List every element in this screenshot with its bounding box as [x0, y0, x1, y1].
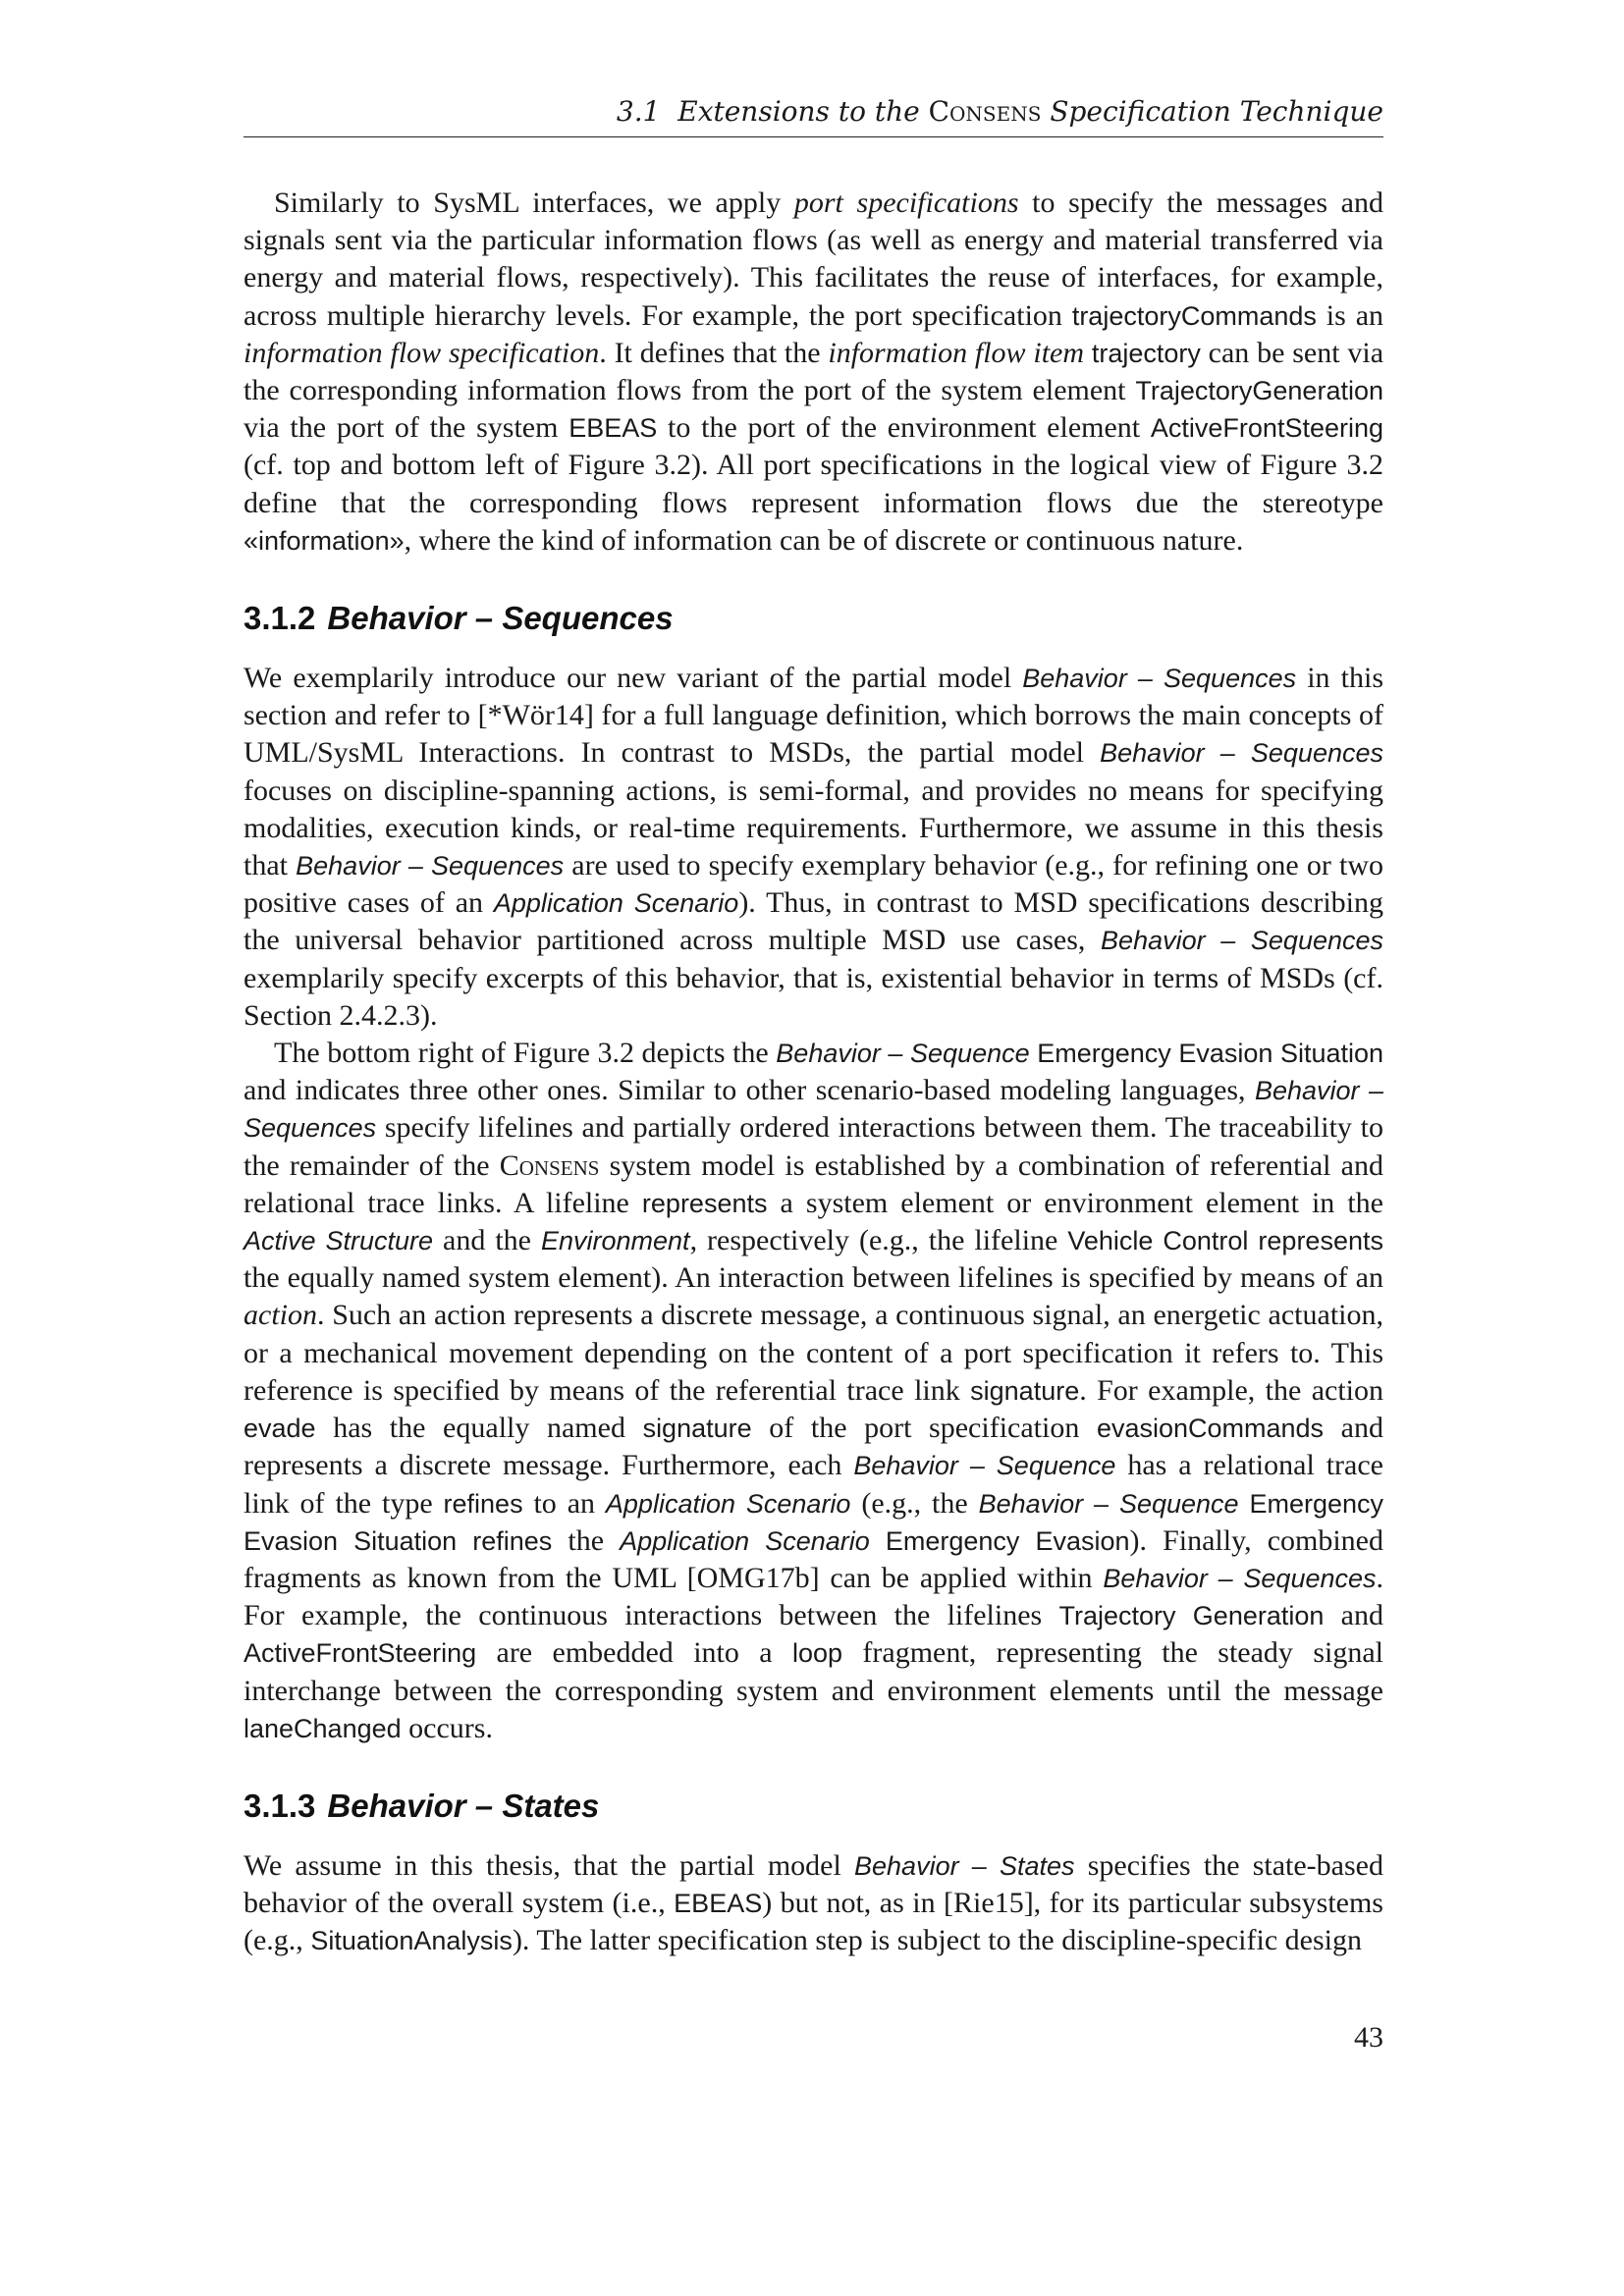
text: Similarly to SysML interfaces, we apply — [274, 187, 794, 219]
section-heading-3-1-2 — [244, 599, 1383, 638]
text — [457, 1524, 472, 1557]
model-element: SituationAnalysis — [310, 1926, 513, 1956]
term: information flow specification — [244, 336, 600, 369]
text: and represents a discrete message. Furthermore, each — [244, 1412, 1383, 1482]
section-number: 3.1.3 — [244, 1787, 316, 1824]
header-section-number: 3.1 — [616, 95, 661, 128]
text: fragment, representing the steady signal interchange between the corresponding system and environment elements until the message — [244, 1636, 1383, 1707]
partial-model-name: Behavior – Sequence — [776, 1039, 1030, 1069]
partial-model-name: Application Scenario — [620, 1525, 870, 1556]
partial-model-name: Behavior – Sequences — [244, 1076, 1383, 1144]
text: exemplarily specify excerpts of this behavior, that is, existential behavior in terms of MSDs (cf. Section 2.4.2.3). — [244, 961, 1383, 1032]
trace-link: signature — [642, 1414, 752, 1444]
model-element: evasionCommands — [1096, 1414, 1325, 1444]
text: . It defines that the — [599, 336, 829, 369]
stereotype: «information» — [244, 525, 405, 556]
text: . Such an action represents a discrete message, a continuous signal, an energetic actuation, or a mechanical movement depending on the content of a port specification it refers to. This reference is specified by means of the referential trace link — [244, 1299, 1383, 1407]
text: We assume in this thesis, that the partial model — [244, 1848, 855, 1882]
text — [1248, 1224, 1258, 1256]
trace-link: represents — [641, 1188, 768, 1218]
text: ) but not, as in [Rie15], for its particular subsystems (e.g., — [244, 1887, 1383, 1957]
partial-model-name: Active Structure — [244, 1226, 434, 1256]
text: has the equally named — [315, 1412, 643, 1445]
running-header — [244, 94, 1383, 130]
partial-model-name: Behavior – Sequences — [1022, 664, 1297, 694]
text: ). Finally, combined fragments as known from the UML [OMG17b] can be applied within — [244, 1523, 1383, 1594]
trace-link: represents — [1258, 1226, 1383, 1256]
partial-model-name: Application Scenario — [493, 888, 739, 919]
model-element: EBEAS — [674, 1889, 763, 1919]
section-number: 3.1.2 — [244, 600, 316, 637]
trace-link: refines — [472, 1525, 553, 1556]
body-text — [244, 185, 1383, 1960]
text: is an — [1316, 298, 1384, 332]
partial-model-name: Behavior – Sequence — [853, 1451, 1116, 1481]
header-rule — [244, 136, 1383, 137]
partial-model-name: Environment — [540, 1226, 690, 1256]
partial-model-name: Behavior – Sequences — [296, 851, 565, 881]
model-element: laneChanged — [244, 1713, 402, 1743]
model-element: TrajectoryGeneration — [1135, 376, 1383, 406]
paragraph-behavior-sequences-example — [244, 1035, 1383, 1747]
model-element: Vehicle Control — [1067, 1226, 1249, 1256]
partial-model-name: Application Scenario — [605, 1488, 851, 1519]
text: focuses on discipline-spanning actions, is semi-formal, and provides no means for specifying modalities, execution kinds, or real-time requirements. Furthermore, we assume in this thesis that — [244, 774, 1383, 882]
text: are used to specify exemplary behavior (e.g., for refining one or two positive cases of an — [244, 849, 1383, 920]
paragraph-behavior-sequences-intro — [244, 660, 1383, 1035]
text: in this section and refer to [*Wör14] for a full language definition, which borrows the main concepts of UML/SysML Interactions. In contrast to MSDs, the partial model — [244, 662, 1383, 770]
model-element: EBEAS — [568, 413, 658, 444]
text: via the port of the system — [244, 411, 569, 445]
text: to the port of the environment element — [657, 411, 1151, 445]
model-element: ActiveFrontSteering — [1150, 413, 1384, 444]
text: ). Thus, in contrast to MSD specifications describing the universal behavior partitioned across multiple MSD use cases, — [244, 886, 1383, 957]
header-title-post: Specification Technique — [1050, 95, 1383, 128]
partial-model-name: Behavior – Sequence — [978, 1488, 1239, 1519]
paragraph-port-specifications — [244, 185, 1383, 560]
model-element: evade — [244, 1414, 316, 1444]
model-element: loop — [791, 1638, 843, 1669]
trace-link: signature — [970, 1375, 1080, 1406]
text: has a relational trace link of the type — [244, 1449, 1383, 1520]
text: ). The latter specification step is subject to the discipline-specific design — [512, 1924, 1362, 1957]
text: can be sent via the corresponding information flows from the port of the system element — [244, 336, 1384, 407]
model-element: Emergency Evasion Situation — [244, 1488, 1383, 1556]
text — [1084, 337, 1092, 369]
text: specifies the state-based behavior of the overall system (i.e., — [244, 1848, 1383, 1920]
section-title: Behavior – States — [327, 1787, 600, 1824]
trace-link: refines — [443, 1488, 523, 1519]
text: of the port specification — [751, 1412, 1097, 1445]
model-element: trajectory — [1091, 338, 1201, 368]
text: We exemplarily introduce our new variant of the partial model — [244, 662, 1023, 695]
model-element: trajectoryCommands — [1071, 300, 1317, 331]
text: specify lifelines and partially ordered interactions between them. The traceability to the remainder of the — [244, 1111, 1383, 1182]
model-element: ActiveFrontSteering — [244, 1638, 477, 1669]
partial-model-name: Behavior – Sequences — [1100, 738, 1383, 769]
term: information flow item — [828, 336, 1085, 369]
text — [1239, 1487, 1250, 1520]
small-caps-name: Consens — [499, 1148, 600, 1182]
text: (cf. top and bottom left of Figure 3.2). All port specifications in the logical view of Figure 3.2 define that the corresponding flows represent information flows due the stereotype — [244, 449, 1383, 519]
text: and the — [433, 1224, 541, 1257]
text: the — [552, 1523, 621, 1557]
text: and indicates three other ones. Similar to other scenario-based modeling languages, — [244, 1074, 1255, 1107]
partial-model-name: Behavior – States — [854, 1850, 1075, 1881]
term: action — [244, 1299, 317, 1332]
header-title-consens: Consens — [928, 95, 1042, 128]
page-number: 43 — [1354, 2021, 1383, 2054]
partial-model-name: Behavior – Sequences — [1103, 1563, 1377, 1593]
model-element: Emergency Evasion Situation — [1037, 1039, 1384, 1069]
text — [870, 1524, 886, 1557]
term: port specifications — [793, 187, 1019, 219]
model-element: Emergency Evasion — [885, 1525, 1130, 1556]
text: the equally named system element). An interaction between lifelines is specified by means of an — [244, 1261, 1383, 1295]
text: system model is established by a combination of referential and relational trace links. A lifeline — [244, 1148, 1383, 1219]
model-element: Trajectory Generation — [1058, 1601, 1325, 1631]
text: and — [1324, 1599, 1383, 1632]
header-title-pre: Extensions to the — [677, 95, 920, 128]
text: to an — [522, 1486, 606, 1520]
text: . For example, the continuous interactions between the lifelines — [244, 1561, 1384, 1632]
paragraph-behavior-states — [244, 1847, 1383, 1960]
text: are embedded into a — [476, 1636, 792, 1670]
text: , respectively (e.g., the lifeline — [689, 1224, 1068, 1257]
partial-model-name: Behavior – Sequences — [1101, 926, 1384, 956]
text: , where the kind of information can be of discrete or continuous nature. — [404, 523, 1244, 557]
text: occurs. — [401, 1711, 493, 1744]
text: The bottom right of Figure 3.2 depicts the — [274, 1037, 777, 1070]
text: a system element or environment element in the — [767, 1186, 1383, 1219]
text: (e.g., the — [850, 1486, 979, 1520]
text: . For example, the action — [1079, 1373, 1383, 1407]
section-title: Behavior – Sequences — [327, 600, 674, 637]
section-heading-3-1-3 — [244, 1787, 1383, 1826]
text: to specify the messages and signals sent via the particular information flows (as well as energy and material transferred via energy and material flows, respectively). This facilitates the reuse of interfaces, for example, across multiple hierarchy levels. For example, the port specification — [244, 187, 1384, 332]
